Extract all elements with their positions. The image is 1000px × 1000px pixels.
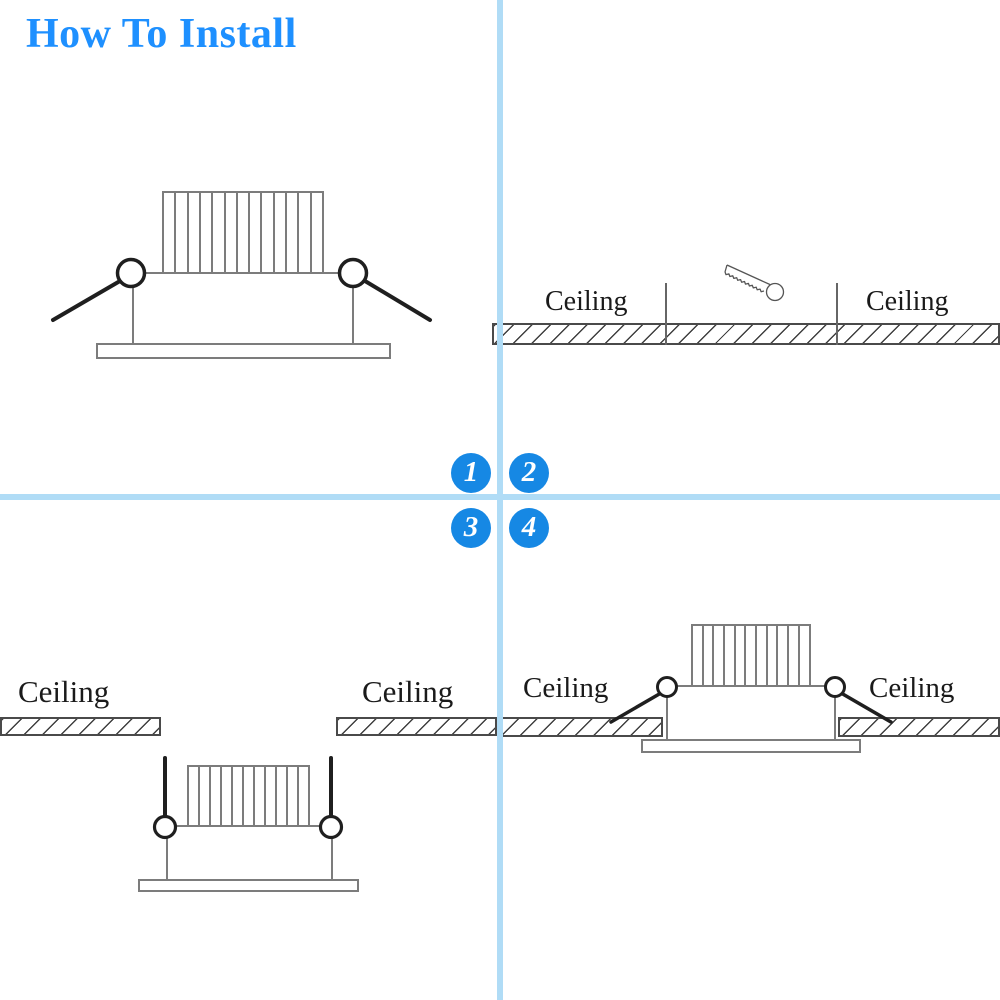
clip-pivot-right xyxy=(321,817,342,838)
ceiling-label: Ceiling xyxy=(523,672,609,704)
spring-clip-right xyxy=(841,693,891,722)
heatsink-fins-outline xyxy=(188,766,309,826)
lamp-body xyxy=(133,273,353,344)
saw-handle xyxy=(767,284,784,301)
ceiling-label: Ceiling xyxy=(866,286,949,317)
ceiling-label: Ceiling xyxy=(869,672,955,704)
trim-flange xyxy=(139,880,358,891)
saw-icon xyxy=(718,252,798,302)
vertical-divider-line xyxy=(497,0,503,1000)
spring-clip-left xyxy=(611,693,661,722)
lamp-body xyxy=(167,826,332,880)
saw-blade-top xyxy=(727,265,771,285)
step-3-diagram-downlight-clips-up xyxy=(100,740,400,900)
heatsink-fins-outline xyxy=(692,625,810,686)
step-2-badge: 2 xyxy=(509,453,549,493)
spring-clip-right xyxy=(365,281,430,320)
clip-pivot-left xyxy=(118,260,145,287)
lamp-body xyxy=(667,686,835,740)
ceiling-cross-section-right xyxy=(336,717,497,736)
ceiling-cross-section-left xyxy=(0,717,161,736)
cut-line-left xyxy=(665,283,667,345)
saw-blade-tip xyxy=(725,265,727,272)
clip-pivot-left xyxy=(155,817,176,838)
ceiling-label: Ceiling xyxy=(18,674,110,709)
step-4-badge: 4 xyxy=(509,508,549,548)
step-4-diagram-downlight-installed xyxy=(580,610,910,760)
trim-flange xyxy=(642,740,860,752)
step-1-badge: 1 xyxy=(451,453,491,493)
step-3-badge: 3 xyxy=(451,508,491,548)
clip-pivot-right xyxy=(340,260,367,287)
ceiling-label: Ceiling xyxy=(545,286,628,317)
spring-clip-left xyxy=(53,281,120,320)
ceiling-label: Ceiling xyxy=(362,674,454,709)
clip-pivot-right xyxy=(826,678,845,697)
trim-flange xyxy=(97,344,390,358)
ceiling-cross-section xyxy=(492,323,1000,345)
page-title: How To Install xyxy=(26,11,297,57)
saw-teeth xyxy=(725,272,764,292)
heatsink-fins-outline xyxy=(163,192,323,273)
cut-line-right xyxy=(836,283,838,345)
clip-pivot-left xyxy=(658,678,677,697)
step-1-diagram-downlight-clips-open xyxy=(0,150,460,380)
